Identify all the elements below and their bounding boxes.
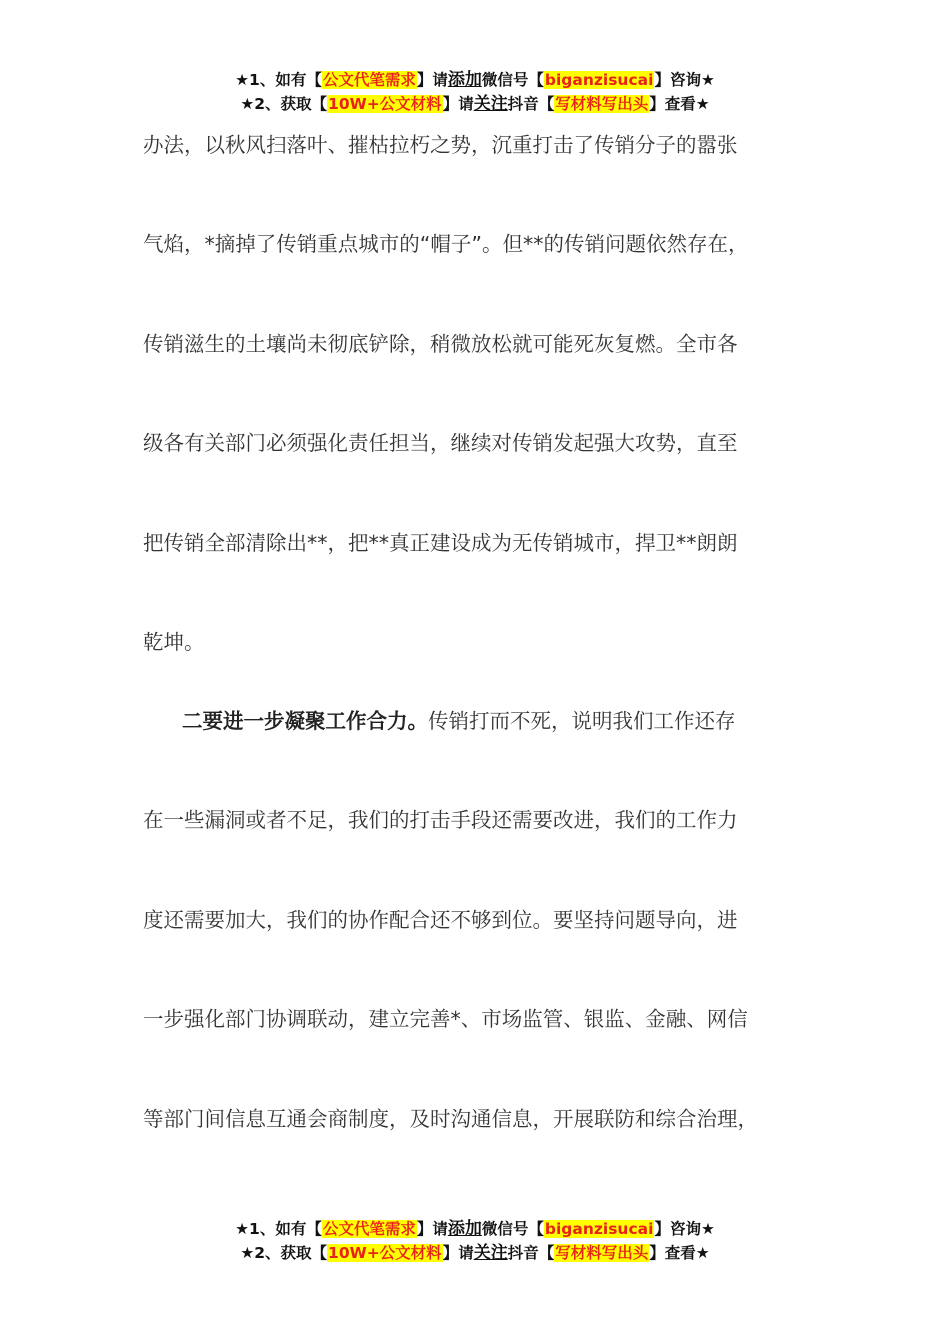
highlight-materials: 10W+公文材料	[328, 95, 442, 113]
banner-text: 】请	[442, 1244, 474, 1262]
star-icon: ★	[700, 71, 715, 89]
highlight-materials: 10W+公文材料	[328, 1244, 442, 1262]
highlight-douyin-account: 写材料写出头	[555, 1244, 649, 1262]
body-line: 在一些漏洞或者不足，我们的打击手段还需要改进，我们的工作力	[143, 808, 738, 833]
banner-text: 】咨询	[654, 1220, 701, 1238]
banner-text: 微信号【	[481, 1220, 544, 1238]
highlight-douyin-account: 写材料写出头	[555, 95, 649, 113]
body-line: 乾坤。	[143, 629, 205, 654]
highlight-wechat-id: biganzisucai	[544, 71, 654, 89]
star-icon: ★	[695, 95, 710, 113]
banner-line-2	[0, 1241, 950, 1265]
banner-line-1	[0, 1217, 950, 1241]
body-line: 办法，以秋风扫落叶、摧枯拉朽之势，沉重打击了传销分子的嚣张	[143, 133, 738, 157]
underlined-action: 关注	[473, 94, 508, 114]
star-icon: ★	[700, 1220, 715, 1238]
underlined-action: 添加	[447, 70, 482, 90]
banner-text: 1、如有【	[249, 71, 322, 89]
underlined-action: 关注	[473, 1243, 508, 1263]
banner-text: 】请	[442, 95, 474, 113]
highlight-wechat-id: biganzisucai	[544, 1220, 654, 1238]
banner-text: 微信号【	[481, 71, 544, 89]
banner-text: 抖音【	[507, 1244, 555, 1262]
paragraph-heading: 二要进一步凝聚工作合力。	[182, 708, 428, 733]
star-icon: ★	[240, 1244, 255, 1262]
banner-text: 】咨询	[654, 71, 701, 89]
body-line: 一步强化部门协调联动，建立完善*、市场监管、银监、金融、网信	[143, 1007, 748, 1032]
banner-line-1	[0, 68, 950, 92]
highlight-service: 公文代笔需求	[322, 1220, 416, 1238]
body-line: 传销滋生的土壤尚未彻底铲除，稍微放松就可能死灰复燃。全市各	[143, 331, 738, 356]
body-line: 气焰，*摘掉了传销重点城市的“帽子”。但**的传销问题依然存在，	[143, 232, 749, 257]
header-banner	[0, 68, 950, 116]
body-line: 级各有关部门必须强化责任担当，继续对传销发起强大攻势，直至	[143, 431, 738, 456]
paragraph-text: 传销打而不死，说明我们工作还存	[428, 708, 736, 733]
underlined-action: 添加	[447, 1219, 482, 1239]
banner-text: 】查看	[649, 1244, 696, 1262]
banner-text: 】请	[416, 1220, 448, 1238]
paragraph-2-first-line	[143, 696, 843, 795]
document-body	[143, 120, 843, 1193]
banner-text: 2、获取【	[254, 1244, 328, 1262]
banner-text: 1、如有【	[249, 1220, 322, 1238]
footer-banner	[0, 1217, 950, 1265]
star-icon: ★	[695, 1244, 710, 1262]
star-icon: ★	[235, 71, 250, 89]
banner-line-2	[0, 92, 950, 116]
body-line: 把传销全部清除出**，把**真正建设成为无传销城市，捍卫**朗朗	[143, 530, 738, 555]
banner-text: 抖音【	[507, 95, 555, 113]
highlight-service: 公文代笔需求	[322, 71, 416, 89]
banner-text: 】请	[416, 71, 448, 89]
banner-text: 】查看	[649, 95, 696, 113]
star-icon: ★	[235, 1220, 250, 1238]
body-line: 度还需要加大，我们的协作配合还不够到位。要坚持问题导向，进	[143, 907, 738, 932]
star-icon: ★	[240, 95, 255, 113]
body-line: 等部门间信息互通会商制度，及时沟通信息，开展联防和综合治理，	[143, 1106, 758, 1131]
banner-text: 2、获取【	[254, 95, 328, 113]
